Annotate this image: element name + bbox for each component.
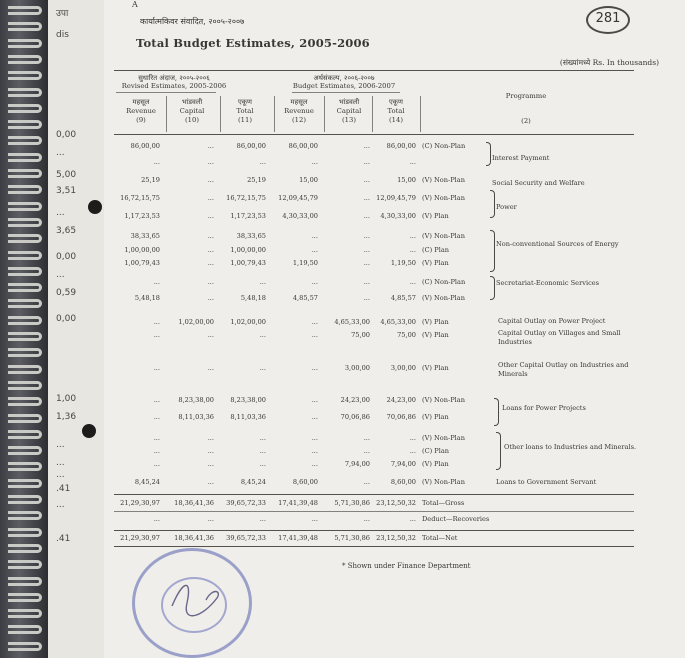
table-cell: ... (311, 158, 318, 166)
binding-ring (8, 414, 42, 423)
programme-label: Loans to Government Servant (496, 478, 597, 486)
totals-cell: ... (363, 515, 370, 523)
table-cell: ... (153, 158, 160, 166)
binding-ring (8, 642, 42, 651)
table-cell: 25,19 (247, 176, 266, 184)
vote-plan-tag: (V) Non-Plan (422, 478, 465, 486)
budget-group-hindi: अर्थसंकल्प, २००६-२००७ (313, 74, 375, 82)
table-cell: 70,06,86 (340, 413, 370, 421)
margin-number: 0,00 (56, 130, 77, 140)
column-header-number: (13) (342, 116, 356, 124)
table-cell: 3,00,00 (344, 364, 370, 372)
table-cell: 75,00 (397, 331, 416, 339)
table-cell: ... (153, 447, 160, 455)
totals-net-rule (114, 530, 634, 531)
vote-plan-tag: (C) Non-Plan (422, 142, 466, 150)
table-cell: 8,45,24 (134, 478, 160, 486)
table-cell: 8,23,38,00 (230, 396, 266, 404)
totals-cell: 18,36,41,36 (174, 534, 214, 542)
binding-ring (8, 365, 42, 374)
programme-brace (496, 432, 501, 470)
table-cell: ... (363, 478, 370, 486)
binding-ring (8, 625, 42, 634)
binding-ring (8, 348, 42, 357)
totals-cell: 5,71,30,86 (334, 499, 370, 507)
table-cell: 25,19 (141, 176, 160, 184)
programme-label: Other loans to Industries and Minerals. (504, 443, 637, 451)
programme-label: Secretariat-Economic Services (496, 279, 600, 287)
column-header-hindi: एकूण (238, 98, 252, 106)
punch-hole (88, 200, 102, 214)
table-cell: 1,02,00,00 (178, 318, 214, 326)
vote-plan-tag: (V) Plan (422, 331, 449, 339)
margin-number: .41 (56, 534, 71, 544)
table-cell: 1,00,00,00 (230, 246, 266, 254)
table-cell: ... (311, 318, 318, 326)
vote-plan-tag: (V) Non-Plan (422, 194, 465, 202)
signature-scribble (132, 548, 252, 658)
column-header-hindi: महसूल (132, 98, 150, 106)
programme-brace (490, 190, 495, 218)
column-header-number: (9) (136, 116, 146, 124)
table-cell: ... (153, 460, 160, 468)
table-cell: 8,45,24 (240, 478, 266, 486)
binding-ring (8, 511, 42, 520)
table-cell: 86,00,00 (130, 142, 160, 150)
programme-label: Capital Outlay on Power Project (498, 317, 606, 325)
table-cell: 38,33,65 (236, 232, 266, 240)
margin-number: 3,65 (56, 226, 77, 236)
binding-ring (8, 202, 42, 211)
table-cell: ... (207, 478, 214, 486)
binding-ring (8, 39, 42, 48)
vote-plan-tag: (V) Non-Plan (422, 434, 465, 442)
margin-label: उपा (56, 9, 69, 19)
margin-number: ... (56, 270, 65, 280)
table-cell: ... (259, 434, 266, 442)
vote-plan-tag: (V) Plan (422, 318, 449, 326)
column-header-number: (2) (521, 117, 531, 125)
table-cell: ... (409, 278, 416, 286)
table-cell: ... (409, 158, 416, 166)
table-cell: ... (311, 364, 318, 372)
hindi-heading: कार्यात्मकिवर संवादित, २००५-२००७ (140, 17, 245, 26)
margin-number: 5,00 (56, 170, 77, 180)
binding-ring (8, 136, 42, 145)
table-cell: 16,72,15,75 (120, 194, 160, 202)
table-cell: 1,02,00,00 (230, 318, 266, 326)
totals-cell: ... (409, 515, 416, 523)
revised-group-header: Revised Estimates, 2005-2006 (121, 82, 227, 90)
table-cell: ... (207, 294, 214, 302)
table-row (104, 194, 664, 204)
table-cell: ... (153, 318, 160, 326)
binding-ring (8, 71, 42, 80)
binding-ring (8, 609, 42, 618)
table-cell: ... (153, 413, 160, 421)
table-cell: ... (363, 176, 370, 184)
table-cell: 1,17,23,53 (124, 212, 160, 220)
official-seal (132, 548, 252, 658)
budget-group-header: Budget Estimates, 2006-2007 (292, 82, 396, 90)
table-row (104, 413, 664, 423)
binding-ring (8, 267, 42, 276)
table-row (104, 294, 664, 304)
binding-ring (8, 283, 42, 292)
table-cell: ... (409, 246, 416, 254)
margin-number: 0,59 (56, 288, 77, 298)
header-bottom-rule (114, 134, 634, 135)
totals-label: Total—Gross (422, 499, 465, 507)
margin-number: 1,00 (56, 394, 77, 404)
margin-number: ... (56, 500, 65, 510)
table-cell: 4,65,33,00 (334, 318, 370, 326)
table-cell: ... (363, 212, 370, 220)
table-cell: ... (259, 364, 266, 372)
table-cell: ... (207, 158, 214, 166)
binding-ring (8, 495, 42, 504)
totals-cell: ... (259, 515, 266, 523)
programme-brace (490, 276, 495, 300)
table-cell: 86,00,00 (236, 142, 266, 150)
table-cell: 16,72,15,75 (226, 194, 266, 202)
column-header: Revenue (284, 107, 314, 115)
totals-cell: ... (311, 515, 318, 523)
column-divider (372, 96, 373, 132)
table-cell: 1,00,00,00 (124, 246, 160, 254)
binding-ring (8, 55, 42, 64)
binding-ring (8, 544, 42, 553)
programme-label: Capital Outlay on Villages and Small Industries (498, 329, 621, 346)
totals-cell: 5,71,30,86 (334, 534, 370, 542)
table-cell: ... (153, 364, 160, 372)
margin-number: .41 (56, 484, 71, 494)
column-header: Capital (179, 107, 205, 115)
margin-number: 0,00 (56, 252, 77, 262)
totals-cell: 39,65,72,33 (226, 534, 266, 542)
column-header: Total (387, 107, 405, 115)
table-row (104, 212, 664, 222)
table-cell: 1,19,50 (292, 259, 318, 267)
table-cell: ... (153, 331, 160, 339)
table-cell: ... (207, 232, 214, 240)
margin-number: ... (56, 148, 65, 158)
column-header: Revenue (126, 107, 156, 115)
column-header-number: (12) (292, 116, 306, 124)
table-cell: 7,94,00 (344, 460, 370, 468)
table-cell: 5,48,18 (134, 294, 160, 302)
margin-number: ... (56, 440, 65, 450)
table-cell: ... (207, 176, 214, 184)
table-cell: ... (409, 232, 416, 240)
column-header: Capital (336, 107, 362, 115)
table-cell: ... (207, 447, 214, 455)
binding-ring (8, 430, 42, 439)
table-cell: ... (311, 460, 318, 468)
programme-label: Loans for Power Projects (502, 404, 586, 412)
vote-plan-tag: (V) Plan (422, 259, 449, 267)
margin-number: 3,51 (56, 186, 77, 196)
table-cell: ... (363, 232, 370, 240)
table-cell: 8,11,03,36 (178, 413, 214, 421)
table-row (104, 259, 664, 269)
table-cell: 4,85,57 (292, 294, 318, 302)
binding-ring (8, 234, 42, 243)
table-cell: ... (207, 246, 214, 254)
table-top-rule (114, 70, 634, 71)
amount-unit-note: (संख्यांमध्ये Rs. In thousands) (559, 58, 659, 67)
margin-number: ... (56, 470, 65, 480)
table-cell: ... (409, 434, 416, 442)
totals-bottom-rule (114, 546, 634, 547)
column-divider (220, 96, 221, 132)
table-cell: ... (363, 278, 370, 286)
totals-row (104, 515, 664, 525)
page-title: Total Budget Estimates, 2005-2006 (136, 36, 370, 50)
table-cell: ... (207, 331, 214, 339)
table-cell: 1,00,79,43 (124, 259, 160, 267)
table-cell: ... (409, 447, 416, 455)
table-cell: ... (311, 396, 318, 404)
totals-cell: 21,29,30,97 (120, 534, 160, 542)
table-row (104, 460, 664, 470)
revised-group-rule (116, 92, 216, 93)
table-row (104, 142, 664, 152)
vote-plan-tag: (V) Non-Plan (422, 294, 465, 302)
binding-ring (8, 104, 42, 113)
table-cell: ... (259, 158, 266, 166)
column-divider (166, 96, 167, 132)
binding-ring (8, 251, 42, 260)
totals-row (104, 499, 664, 509)
vote-plan-tag: (V) Non-Plan (422, 232, 465, 240)
column-header-hindi: भांडवली (338, 98, 360, 106)
vote-plan-tag: (V) Non-Plan (422, 396, 465, 404)
table-cell: ... (207, 259, 214, 267)
totals-row (104, 534, 664, 544)
programme-label: Interest Payment (492, 154, 550, 162)
binding-ring (8, 22, 42, 31)
vote-plan-tag: (C) Plan (422, 246, 450, 254)
totals-cell: 18,36,41,36 (174, 499, 214, 507)
totals-mid-rule (114, 511, 634, 512)
programme-brace (486, 142, 491, 166)
table-cell: ... (259, 278, 266, 286)
totals-cell: 21,29,30,97 (120, 499, 160, 507)
programme-label: Social Security and Welfare (492, 179, 585, 187)
table-cell: 8,60,00 (292, 478, 318, 486)
column-header: Total (236, 107, 254, 115)
table-cell: ... (153, 278, 160, 286)
programme-header: Programme (505, 92, 547, 100)
corner-mark: A (132, 0, 138, 9)
totals-label: Total—Net (422, 534, 458, 542)
table-cell: ... (153, 434, 160, 442)
binding-ring (8, 446, 42, 455)
binding-ring (8, 381, 42, 390)
table-cell: ... (207, 212, 214, 220)
budget-group-rule (292, 92, 400, 93)
table-cell: ... (153, 396, 160, 404)
column-divider (274, 96, 275, 132)
table-cell: 15,00 (299, 176, 318, 184)
column-header-number: (14) (389, 116, 403, 124)
table-cell: ... (259, 331, 266, 339)
table-cell: ... (207, 142, 214, 150)
footnote: * Shown under Finance Department (342, 562, 471, 570)
table-cell: ... (207, 194, 214, 202)
programme-label: Other Capital Outlay on Industries and Minerals (498, 361, 629, 378)
table-cell: ... (259, 447, 266, 455)
binding-ring (8, 462, 42, 471)
binding-ring (8, 528, 42, 537)
vote-plan-tag: (V) Plan (422, 413, 449, 421)
binding-ring (8, 577, 42, 586)
column-header-hindi: एकूण (389, 98, 403, 106)
page-number-circle: 281 (586, 6, 630, 34)
table-cell: ... (363, 246, 370, 254)
totals-cell: ... (207, 515, 214, 523)
table-cell: 15,00 (397, 176, 416, 184)
binding-ring (8, 397, 42, 406)
table-cell: ... (207, 460, 214, 468)
binding-ring (8, 479, 42, 488)
table-cell: 75,00 (351, 331, 370, 339)
totals-cell: 39,65,72,33 (226, 499, 266, 507)
binding-ring (8, 153, 42, 162)
table-cell: ... (363, 447, 370, 455)
table-cell: 1,00,79,43 (230, 259, 266, 267)
table-cell: ... (363, 294, 370, 302)
table-cell: ... (363, 158, 370, 166)
totals-cell: 23,12,50,32 (376, 499, 416, 507)
table-cell: ... (363, 194, 370, 202)
programme-label: Non-conventional Sources of Energy (496, 240, 619, 248)
margin-number: 1,36 (56, 412, 77, 422)
table-cell: 38,33,65 (130, 232, 160, 240)
table-cell: ... (311, 331, 318, 339)
table-cell: 8,11,03,36 (230, 413, 266, 421)
vote-plan-tag: (C) Plan (422, 447, 450, 455)
table-cell: 86,00,00 (288, 142, 318, 150)
table-cell: 24,23,00 (386, 396, 416, 404)
vote-plan-tag: (C) Non-Plan (422, 278, 466, 286)
table-cell: 8,60,00 (390, 478, 416, 486)
table-cell: 4,30,33,00 (380, 212, 416, 220)
table-cell: 8,23,38,00 (178, 396, 214, 404)
totals-cell: 17,41,39,48 (278, 499, 318, 507)
margin-number: 0,00 (56, 314, 77, 324)
table-cell: ... (207, 278, 214, 286)
table-cell: ... (207, 434, 214, 442)
table-cell: 1,17,23,53 (230, 212, 266, 220)
table-cell: ... (363, 142, 370, 150)
table-cell: ... (311, 434, 318, 442)
column-header-number: (10) (185, 116, 199, 124)
binding-ring (8, 185, 42, 194)
totals-label: Deduct—Recoveries (422, 515, 490, 523)
binding-ring (8, 332, 42, 341)
table-cell: ... (363, 434, 370, 442)
column-header-hindi: भांडवली (181, 98, 203, 106)
binding-ring (8, 593, 42, 602)
margin-label: dis (56, 30, 69, 40)
margin-number: ... (56, 208, 65, 218)
programme-brace (494, 398, 499, 426)
binding-ring (8, 560, 42, 569)
column-divider (324, 96, 325, 132)
vote-plan-tag: (V) Plan (422, 460, 449, 468)
binding-ring (8, 218, 42, 227)
table-cell: ... (363, 259, 370, 267)
table-cell: 86,00,00 (386, 142, 416, 150)
table-cell: ... (311, 246, 318, 254)
budget-page (104, 0, 685, 658)
binding-ring (8, 169, 42, 178)
table-cell: ... (311, 278, 318, 286)
table-cell: 12,09,45,79 (278, 194, 318, 202)
previous-page-margin (48, 0, 105, 658)
column-header-number: (11) (238, 116, 252, 124)
table-cell: 4,85,57 (390, 294, 416, 302)
totals-cell: 17,41,39,48 (278, 534, 318, 542)
binding-ring (8, 120, 42, 129)
binding-ring (8, 299, 42, 308)
programme-label: Power (496, 203, 517, 211)
table-cell: 24,23,00 (340, 396, 370, 404)
totals-top-rule (114, 494, 634, 495)
column-divider (420, 96, 421, 132)
table-cell: 7,94,00 (390, 460, 416, 468)
table-cell: 12,09,45,79 (376, 194, 416, 202)
totals-cell: ... (153, 515, 160, 523)
table-cell: ... (311, 232, 318, 240)
vote-plan-tag: (V) Plan (422, 212, 449, 220)
binding-ring (8, 88, 42, 97)
punch-hole (82, 424, 96, 438)
table-cell: 70,06,86 (386, 413, 416, 421)
table-cell: 3,00,00 (390, 364, 416, 372)
table-cell: ... (311, 447, 318, 455)
table-cell: ... (259, 460, 266, 468)
table-cell: 1,19,50 (390, 259, 416, 267)
table-cell: 4,65,33,00 (380, 318, 416, 326)
programme-brace (490, 230, 495, 272)
vote-plan-tag: (V) Plan (422, 364, 449, 372)
table-cell: 5,48,18 (240, 294, 266, 302)
revised-group-hindi: सुधारित अंदाज, २००५-२००६ (138, 74, 210, 82)
margin-number: ... (56, 458, 65, 468)
vote-plan-tag: (V) Non-Plan (422, 176, 465, 184)
binding-ring (8, 6, 42, 15)
binding-ring (8, 316, 42, 325)
totals-cell: 23,12,50,32 (376, 534, 416, 542)
column-header-hindi: महसूल (290, 98, 308, 106)
table-cell: ... (311, 413, 318, 421)
table-cell: 4,30,33,00 (282, 212, 318, 220)
table-cell: ... (207, 364, 214, 372)
